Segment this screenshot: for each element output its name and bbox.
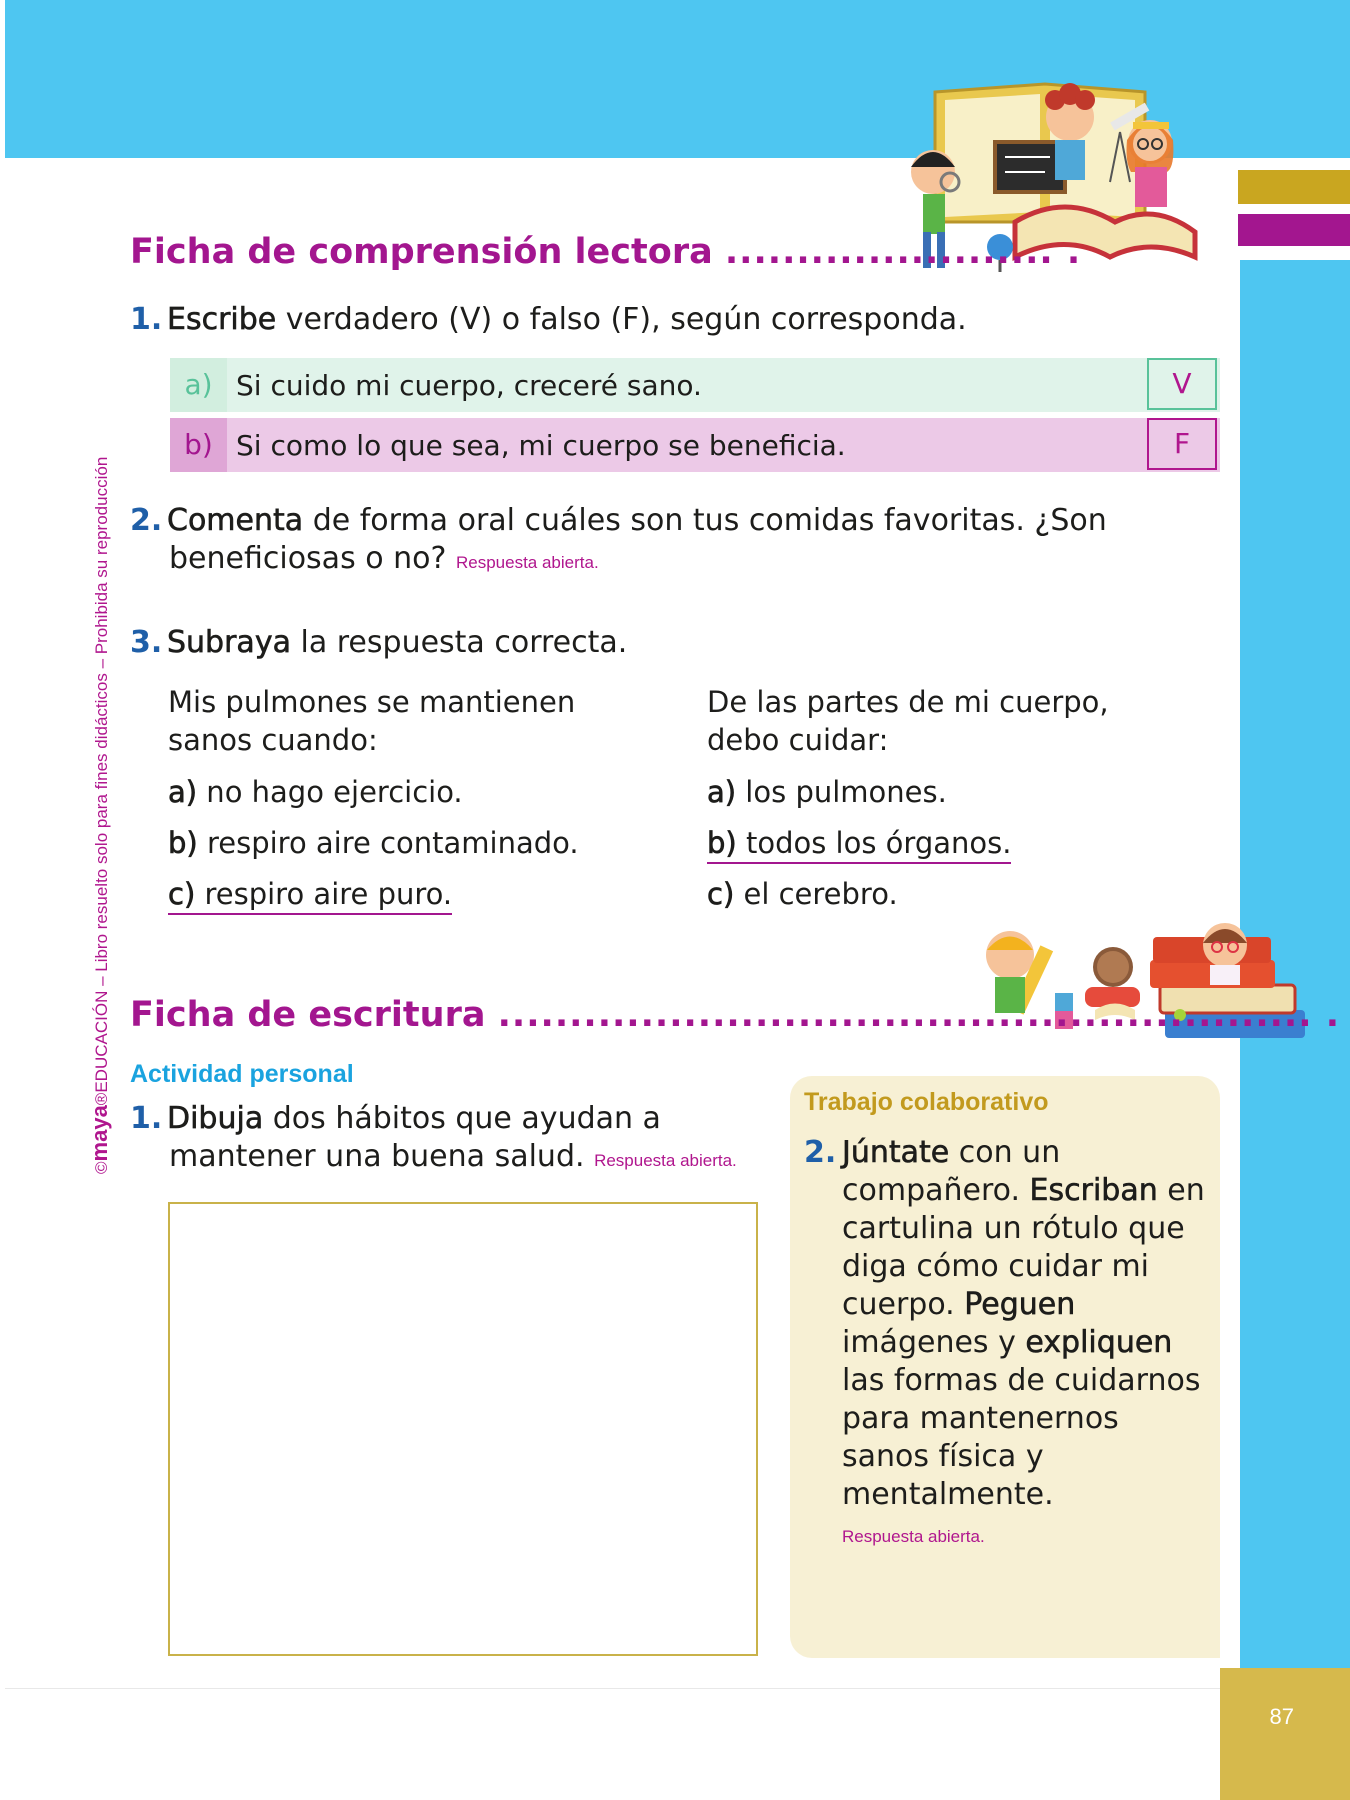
top-band-edge bbox=[0, 0, 5, 158]
underline-answer bbox=[168, 877, 452, 915]
copyright-rest: ®EDUCACIÓN – Libro resuelto solo para fines didácticos – Prohibida su reproducción bbox=[92, 456, 111, 1106]
bottom-divider bbox=[5, 1688, 1220, 1689]
open-answer-note: Respuesta abierta. bbox=[594, 1151, 737, 1170]
option-label: a) bbox=[168, 775, 198, 809]
question-number: 2. bbox=[130, 503, 163, 538]
question-text-line2: beneficiosas o no? bbox=[169, 541, 447, 576]
option-label: b) bbox=[168, 826, 198, 860]
gold-stripe bbox=[1238, 170, 1350, 204]
question-text: la respuesta correcta. bbox=[290, 625, 628, 660]
page-number-box bbox=[1220, 1668, 1350, 1800]
question-1-writing bbox=[130, 1100, 770, 1180]
reading-comprehension-title bbox=[130, 232, 1081, 272]
right-option-b-underlined[interactable] bbox=[707, 825, 1011, 861]
writing-title bbox=[130, 995, 1340, 1035]
kids-stacked-books-illustration bbox=[965, 915, 1320, 1065]
collab-text-1: con un compañero. bbox=[842, 1135, 1061, 1208]
question-number: 1. bbox=[130, 1101, 163, 1136]
right-option-a[interactable] bbox=[707, 774, 947, 810]
true-false-row-a bbox=[170, 358, 1220, 412]
option-text: respiro aire puro. bbox=[195, 877, 453, 911]
collab-text-4: las formas de cuidarnos para mantenernos sanos física y mentalmente. bbox=[842, 1363, 1201, 1512]
row-statement: Si como lo que sea, mi cuerpo se beneficia. bbox=[236, 429, 846, 462]
verb-peguen: Peguen bbox=[964, 1287, 1076, 1322]
personal-activity-label: Actividad personal bbox=[130, 1060, 354, 1088]
left-option-b[interactable] bbox=[168, 825, 579, 861]
verb-juntate: Júntate bbox=[842, 1135, 950, 1170]
question-number: 3. bbox=[130, 625, 163, 660]
question-verb: Subraya bbox=[167, 625, 291, 660]
question-verb: Comenta bbox=[167, 503, 304, 538]
right-prompt-line2: debo cuidar: bbox=[707, 723, 889, 757]
row-letter: b) bbox=[170, 418, 227, 472]
section1-title-dots: ....................... . bbox=[724, 232, 1082, 272]
verb-expliquen: expliquen bbox=[1025, 1325, 1173, 1360]
question-2-reading bbox=[130, 502, 1220, 582]
collaborative-work-label: Trabajo colaborativo bbox=[804, 1088, 1049, 1116]
copyright-prefix: © bbox=[92, 1161, 111, 1174]
true-false-row-b bbox=[170, 418, 1220, 472]
answer-box-b[interactable]: F bbox=[1147, 418, 1217, 470]
section2-title-dots: ......................................................... . bbox=[497, 995, 1340, 1035]
open-answer-note: Respuesta abierta. bbox=[455, 553, 599, 572]
option-label: c) bbox=[707, 877, 735, 911]
left-prompt-line1: Mis pulmones se mantienen bbox=[168, 685, 576, 719]
open-answer-note: Respuesta abierta. bbox=[842, 1527, 985, 1546]
collab-text-3: imágenes y bbox=[842, 1325, 1026, 1360]
option-text: todos los órganos. bbox=[736, 826, 1012, 860]
section2-title-text: Ficha de escritura bbox=[130, 995, 486, 1035]
option-label: c) bbox=[168, 877, 196, 911]
underline-answer bbox=[707, 826, 1011, 864]
question-verb: Dibuja bbox=[167, 1101, 264, 1136]
option-text: no hago ejercicio. bbox=[197, 775, 463, 809]
option-text: los pulmones. bbox=[736, 775, 947, 809]
question-number: 2. bbox=[804, 1135, 837, 1170]
question-1-reading bbox=[130, 301, 967, 339]
question-text-line1: de forma oral cuáles son tus comidas favoritas. ¿Son bbox=[303, 503, 1107, 538]
collab-text-2: en cartulina un rótulo que diga cómo cuidar mi cuerpo. bbox=[842, 1173, 1205, 1322]
question-text-line1: dos hábitos que ayudan a bbox=[263, 1101, 661, 1136]
left-option-c-underlined[interactable] bbox=[168, 876, 452, 912]
option-label: a) bbox=[707, 775, 737, 809]
left-prompt-line2: sanos cuando: bbox=[168, 723, 378, 757]
magenta-stripe bbox=[1238, 214, 1350, 246]
page-number: 87 bbox=[1269, 1704, 1294, 1729]
right-prompt-line1: De las partes de mi cuerpo, bbox=[707, 685, 1109, 719]
answer-box-a[interactable]: V bbox=[1147, 358, 1217, 410]
row-statement: Si cuido mi cuerpo, creceré sano. bbox=[236, 369, 702, 402]
option-text: respiro aire contaminado. bbox=[197, 826, 579, 860]
copyright-side-text bbox=[86, 456, 114, 1174]
question-verb: Escribe bbox=[167, 302, 277, 337]
brand-name: maya bbox=[87, 1105, 112, 1162]
option-text: el cerebro. bbox=[734, 877, 898, 911]
row-letter: a) bbox=[170, 358, 227, 412]
verb-escriban: Escriban bbox=[1029, 1173, 1158, 1208]
question-2-collaborative bbox=[804, 1134, 1214, 1557]
left-option-a[interactable] bbox=[168, 774, 463, 810]
question-text-line2: mantener una buena salud. bbox=[169, 1139, 585, 1174]
drawing-area[interactable] bbox=[168, 1202, 758, 1656]
question-3-reading bbox=[130, 624, 627, 662]
section1-title-text: Ficha de comprensión lectora bbox=[130, 232, 713, 272]
option-label: b) bbox=[707, 826, 737, 860]
question-number: 1. bbox=[130, 302, 163, 337]
question-text: verdadero (V) o falso (F), según corresponda. bbox=[276, 302, 967, 337]
right-option-c[interactable] bbox=[707, 876, 898, 912]
